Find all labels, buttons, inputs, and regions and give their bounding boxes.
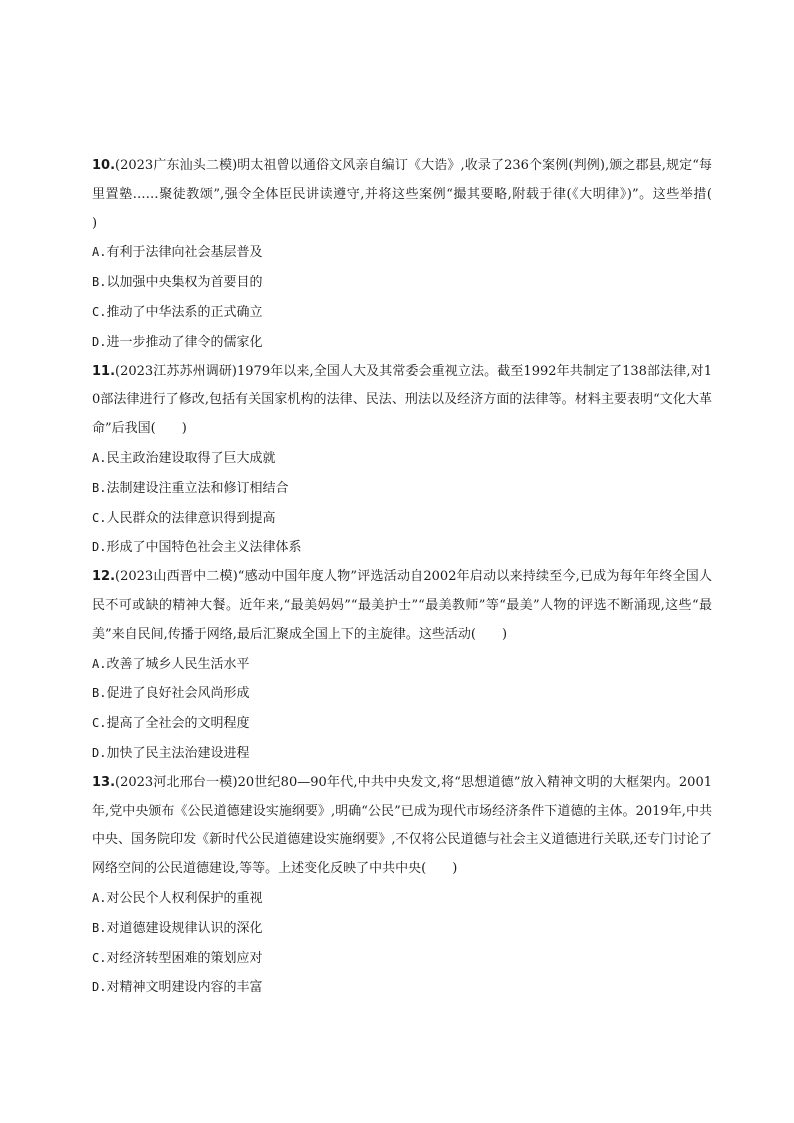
option-c[interactable] — [92, 709, 712, 739]
option-c[interactable] — [92, 504, 712, 534]
question-source: (2023广东汕头二模) — [115, 158, 238, 173]
option-letter: C. — [92, 510, 107, 525]
option-a[interactable] — [92, 444, 712, 474]
question-source: (2023江苏苏州调研) — [115, 363, 237, 379]
question-stem — [92, 358, 712, 444]
option-text: 加快了民主法治建设进程 — [106, 745, 250, 761]
question-number: 10. — [92, 158, 116, 173]
option-letter: A. — [92, 450, 107, 465]
option-b[interactable] — [92, 679, 712, 709]
option-c[interactable] — [92, 944, 712, 974]
option-letter: B. — [92, 920, 107, 935]
option-text: 对道德建设规律认识的深化 — [106, 920, 263, 936]
question-text: 明太祖曾以通俗文风亲自编订《大诰》,收录了236个案例(判例),颁之郡县,规定“每里置塾……聚徒教颂”,强令全体臣民讲读遵守,并将这些案例“撮其要略,附载于律(《大明律》)”。这些举措( ) — [92, 158, 739, 231]
option-text: 有利于法律向社会基层普及 — [106, 245, 263, 261]
option-text: 形成了中国特色社会主义法律体系 — [106, 540, 302, 556]
question-source: (2023河北邢台一模) — [115, 774, 238, 790]
option-b[interactable] — [92, 474, 712, 504]
option-letter: B. — [92, 275, 107, 290]
option-letter: C. — [92, 716, 107, 731]
option-text: 对公民个人权利保护的重视 — [106, 890, 263, 906]
question-text: 20世纪80—90年代,中共中央发文,将“思想道德”放入精神文明的大框架内。2001年,党中央颁布《公民道德建设实施纲要》,明确“公民”已成为现代市场经济条件下道德的主体。2019年,中共中央、国务院印发《新时代公民道德建设实施纲要》,不仅将公民道德与社会主义道德进行关联,还专门讨论了网络空间的公民道德建设,等等。上述变化反映了中共中央( ) — [92, 774, 712, 877]
option-b[interactable] — [92, 268, 712, 298]
option-letter: D. — [92, 980, 107, 995]
option-letter: D. — [92, 540, 107, 555]
option-c[interactable] — [92, 298, 712, 328]
question-10 — [92, 152, 739, 358]
option-text: 提高了全社会的文明程度 — [106, 716, 250, 732]
option-text: 对精神文明建设内容的丰富 — [106, 980, 263, 996]
question-11 — [92, 358, 712, 564]
question-number: 11. — [92, 363, 116, 379]
question-12 — [92, 563, 712, 769]
option-letter: D. — [92, 334, 107, 349]
option-letter: C. — [92, 304, 107, 319]
question-13 — [92, 769, 712, 1003]
option-text: 改善了城乡人民生活水平 — [106, 656, 250, 672]
option-letter: D. — [92, 745, 107, 760]
option-letter: A. — [92, 656, 107, 671]
question-source: (2023山西晋中二模) — [115, 569, 238, 585]
question-list — [92, 152, 739, 1003]
question-stem — [92, 563, 712, 649]
question-text: 1979年以来,全国人大及其常委会重视立法。截至1992年共制定了138部法律,对10部法律进行了修改,包括有关国家机构的法律、民法、刑法以及经济方面的法律等。材料主要表明“文化大革命”后我国( ) — [92, 363, 712, 437]
option-text: 人民群众的法律意识得到提高 — [106, 510, 276, 526]
option-text: 推动了中华法系的正式确立 — [106, 304, 263, 320]
option-text: 民主政治建设取得了巨大成就 — [106, 450, 276, 466]
option-text: 进一步推动了律令的儒家化 — [106, 334, 263, 350]
option-letter: C. — [92, 950, 107, 965]
option-letter: A. — [92, 245, 107, 260]
question-number: 13. — [92, 774, 116, 790]
option-a[interactable] — [92, 884, 712, 914]
option-text: 促进了良好社会风尚形成 — [106, 686, 250, 702]
option-letter: B. — [92, 480, 107, 495]
option-text: 法制建设注重立法和修订相结合 — [106, 480, 289, 496]
option-d[interactable] — [92, 973, 712, 1003]
option-a[interactable] — [92, 238, 712, 268]
option-letter: A. — [92, 890, 107, 905]
option-d[interactable] — [92, 533, 712, 563]
option-b[interactable] — [92, 914, 712, 944]
option-d[interactable] — [92, 739, 712, 769]
option-text: 以加强中央集权为首要目的 — [106, 275, 263, 291]
question-text: “感动中国年度人物”评选活动自2002年启动以来持续至今,已成为每年年终全国人民不可或缺的精神大餐。近年来,“最美妈妈”“最美护士”“最美教师”等“最美”人物的评选不断涌现,这些“最美”来自民间,传播于网络,最后汇聚成全国上下的主旋律。这些活动( ) — [92, 569, 712, 642]
option-d[interactable] — [92, 328, 712, 358]
question-number: 12. — [92, 569, 116, 585]
option-a[interactable] — [92, 650, 712, 680]
option-text: 对经济转型困难的策划应对 — [106, 950, 263, 966]
option-letter: B. — [92, 686, 107, 701]
question-stem — [92, 769, 712, 884]
question-stem — [92, 152, 739, 238]
